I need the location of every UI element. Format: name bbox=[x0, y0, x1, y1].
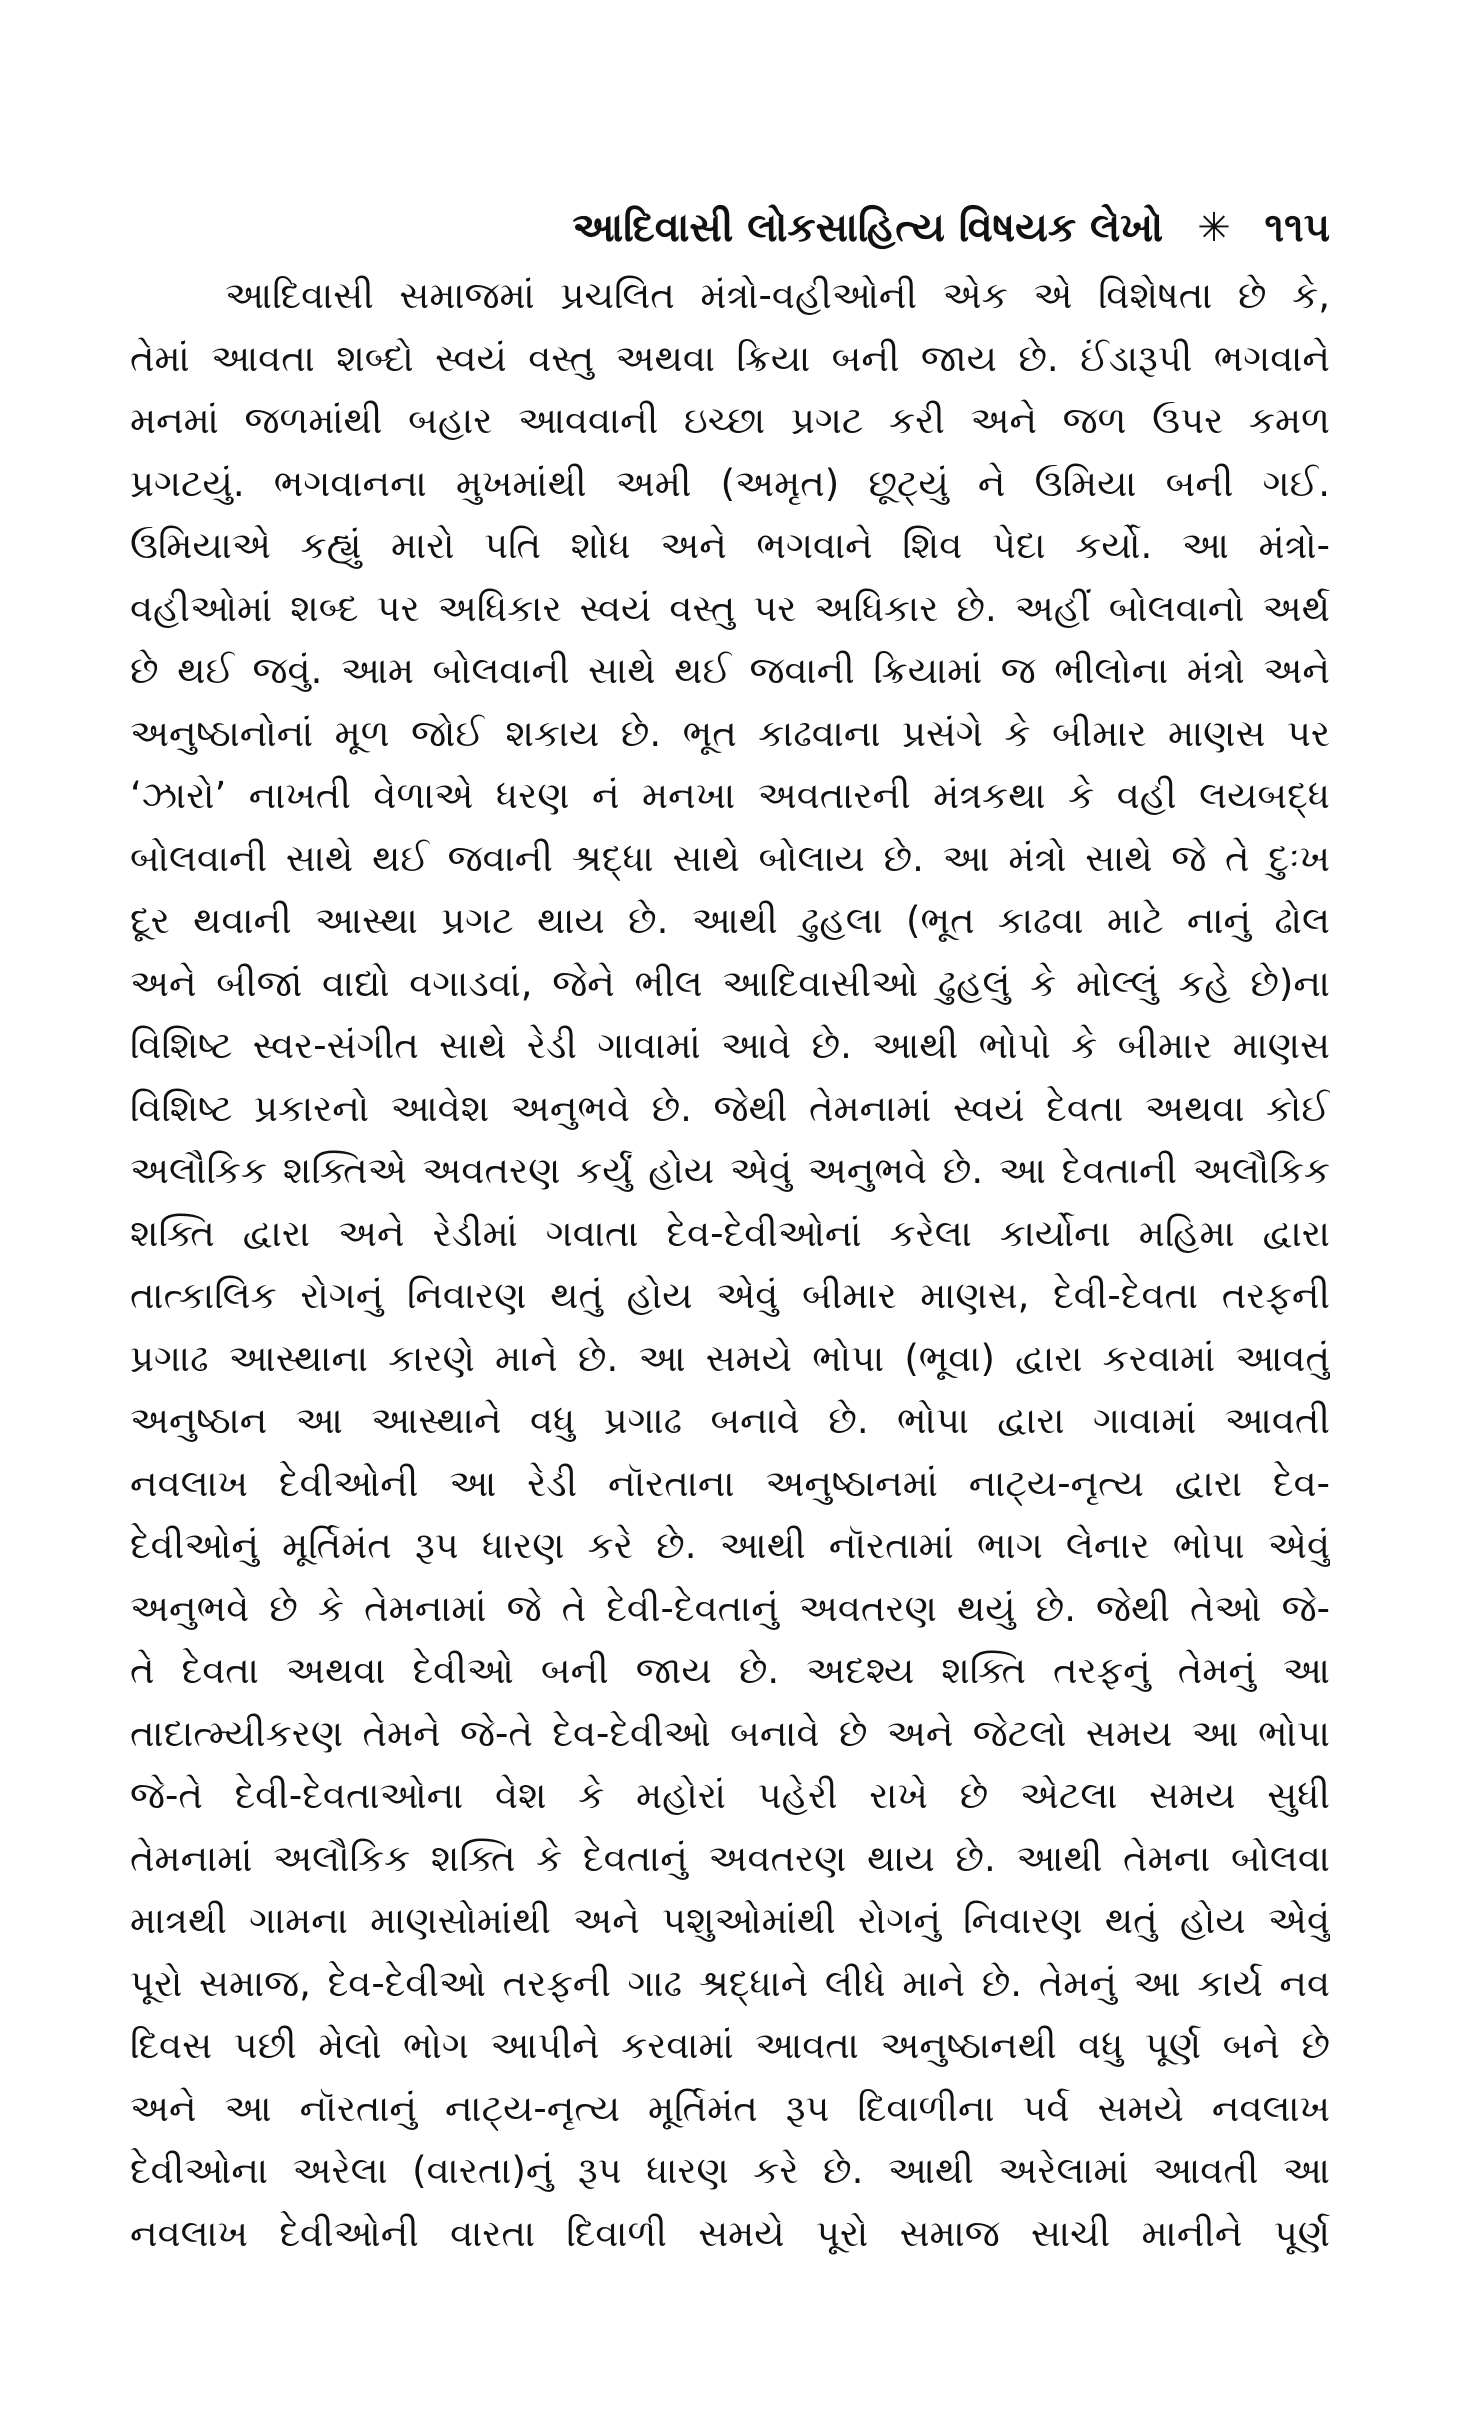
page-number: ૧૧૫ bbox=[1264, 205, 1330, 251]
text-line: તેમનામાં અલૌકિક શક્તિ કે દેવતાનું અવતરણ થાય છે. આથી તેમના બોલવા bbox=[130, 1836, 1330, 1880]
text-line: દેવીઓનું મૂર્તિમંત રૂપ ધારણ કરે છે. આથી નૉરતામાં ભાગ લેનાર ભોપા એવું bbox=[130, 1524, 1330, 1567]
text-line: અલૌકિક શક્તિએ અવતરણ કર્યું હોય એવું અનુભવે છે. આ દેવતાની અલૌકિક bbox=[130, 1149, 1330, 1192]
text-line: નવલાખ દેવીઓની આ રેડી નૉરતાના અનુષ્ઠાનમાં નાટ્ય-નૃત્ય દ્વારા દેવ- bbox=[130, 1461, 1330, 1505]
text-line: પ્રગાઢ આસ્થાના કારણે માને છે. આ સમયે ભોપા (ભૂવા) દ્વારા કરવામાં આવતું bbox=[130, 1336, 1330, 1380]
text-line: દેવીઓના અરેલા (વારતા)નું રૂપ ધારણ કરે છે. આથી અરેલામાં આવતી આ bbox=[130, 2149, 1330, 2192]
body-paragraph bbox=[130, 265, 1330, 2265]
running-header bbox=[130, 200, 1330, 256]
text-line: માત્રથી ગામના માણસોમાંથી અને પશુઓમાંથી રોગનું નિવારણ થતું હોય એવું bbox=[130, 1899, 1330, 1942]
text-line: પૂરો સમાજ, દેવ-દેવીઓ તરફની ગાઢ શ્રદ્ધાને લીધે માને છે. તેમનું આ કાર્ય નવ bbox=[130, 1961, 1330, 2005]
text-line: બોલવાની સાથે થઈ જવાની શ્રદ્ધા સાથે બોલાય છે. આ મંત્રો સાથે જે તે દુઃખ bbox=[130, 836, 1330, 880]
text-line: વિશિષ્ટ સ્વર-સંગીત સાથે રેડી ગાવામાં આવે છે. આથી ભોપો કે બીમાર માણસ bbox=[130, 1024, 1330, 1067]
text-line: ‘ઝારો’ નાખતી વેળાએ ધરણ નં મનખા અવતારની મંત્રકથા કે વહી લયબદ્ધ bbox=[130, 774, 1330, 817]
text-line: અનુભવે છે કે તેમનામાં જે તે દેવી-દેવતાનું અવતરણ થયું છે. જેથી તેઓ જે- bbox=[130, 1586, 1330, 1630]
text-line: અને બીજાં વાદ્યો વગાડવાં, જેને ભીલ આદિવાસીઓ ઢુહલું કે મોલ્લું કહે છે)ના bbox=[130, 961, 1330, 1005]
text-line: પ્રગટયું. ભગવાનના મુખમાંથી અમી (અમૃત) છૂટ્યું ને ઉમિયા બની ગઈ. bbox=[130, 461, 1330, 505]
text-line: તાદાત્મ્યીકરણ તેમને જે-તે દેવ-દેવીઓ બનાવે છે અને જેટલો સમય આ ભોપા bbox=[130, 1711, 1330, 1755]
text-line: નવલાખ દેવીઓની વારતા દિવાળી સમયે પૂરો સમાજ સાચી માનીને પૂર્ણ bbox=[130, 2211, 1330, 2255]
text-line: ઉમિયાએ કહ્યું મારો પતિ શોધ અને ભગવાને શિવ પેદા કર્યો. આ મંત્રો- bbox=[130, 524, 1330, 567]
text-line: અને આ નૉરતાનું નાટ્ય-નૃત્ય મૂર્તિમંત રૂપ દિવાળીના પર્વ સમયે નવલાખ bbox=[130, 2086, 1330, 2130]
text-line: અનુષ્ઠાનોનાં મૂળ જોઈ શકાય છે. ભૂત કાઢવાના પ્રસંગે કે બીમાર માણસ પર bbox=[130, 711, 1330, 755]
text-line: દિવસ પછી મેલો ભોગ આપીને કરવામાં આવતા અનુષ્ઠાનથી વધુ પૂર્ણ બને છે bbox=[130, 2024, 1330, 2067]
header-title: આદિવાસી લોકસાહિત્ય વિષયક લેખો bbox=[572, 205, 1164, 251]
text-line: વહીઓમાં શબ્દ પર અધિકાર સ્વયં વસ્તુ પર અધિકાર છે. અહીં બોલવાનો અર્થ bbox=[130, 586, 1330, 630]
text-line: વિશિષ્ટ પ્રકારનો આવેશ અનુભવે છે. જેથી તેમનામાં સ્વયં દેવતા અથવા કોઈ bbox=[130, 1086, 1330, 1130]
text-line: જે-તે દેવી-દેવતાઓના વેશ કે મહોરાં પહેરી રાખે છે એટલા સમય સુધી bbox=[130, 1774, 1330, 1817]
text-line: દૂર થવાની આસ્થા પ્રગટ થાય છે. આથી ઢુહલા (ભૂત કાઢવા માટે નાનું ઢોલ bbox=[130, 899, 1330, 942]
text-line: શક્તિ દ્વારા અને રેડીમાં ગવાતા દેવ-દેવીઓનાં કરેલા કાર્યોના મહિમા દ્વારા bbox=[130, 1211, 1330, 1255]
asterisk-icon: ✳ bbox=[1197, 205, 1231, 251]
text-line: અનુષ્ઠાન આ આસ્થાને વધુ પ્રગાઢ બનાવે છે. ભોપા દ્વારા ગાવામાં આવતી bbox=[130, 1399, 1330, 1442]
text-line: મનમાં જળમાંથી બહાર આવવાની ઇચ્છા પ્રગટ કરી અને જળ ઉપર કમળ bbox=[130, 399, 1330, 442]
text-line: તે દેવતા અથવા દેવીઓ બની જાય છે. અદશ્ય શક્તિ તરફનું તેમનું આ bbox=[130, 1649, 1330, 1692]
text-line: છે થઈ જવું. આમ બોલવાની સાથે થઈ જવાની ક્રિયામાં જ ભીલોના મંત્રો અને bbox=[130, 649, 1330, 692]
text-line: આદિવાસી સમાજમાં પ્રચલિત મંત્રો-વહીઓની એક એ વિશેષતા છે કે, bbox=[225, 274, 1330, 317]
text-line: તેમાં આવતા શબ્દો સ્વયં વસ્તુ અથવા ક્રિયા બની જાય છે. ઈંડારૂપી ભગવાને bbox=[130, 336, 1330, 380]
text-line: તાત્કાલિક રોગનું નિવારણ થતું હોય એવું બીમાર માણસ, દેવી-દેવતા તરફની bbox=[130, 1274, 1330, 1317]
